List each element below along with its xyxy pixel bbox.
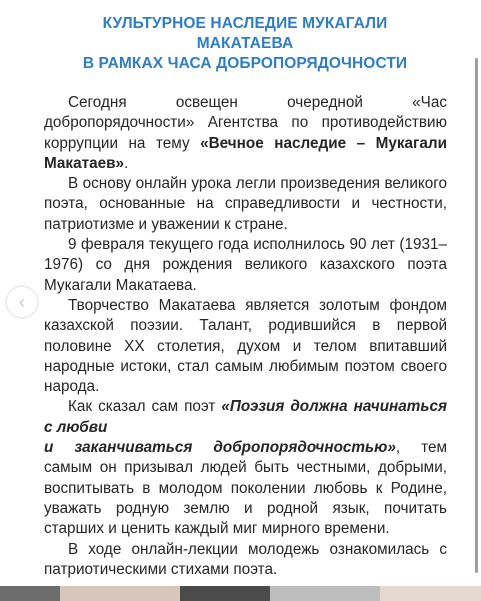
paragraph-intro-lead: Сегодня освещен очередной «Час добропорядочности» Агентства по противодействию коррупции на тему	[44, 94, 447, 152]
scrollbar[interactable]	[471, 0, 481, 586]
thumbnail[interactable]	[180, 586, 270, 601]
document-body	[44, 93, 447, 580]
thumbnail[interactable]	[60, 586, 180, 601]
title-line-1: КУЛЬТУРНОЕ НАСЛЕДИЕ МУКАГАЛИ	[102, 15, 388, 32]
thumbnail[interactable]	[270, 586, 380, 601]
scrollbar-thumb[interactable]	[475, 58, 478, 573]
thumbnail[interactable]	[0, 586, 60, 601]
topic-title: «Вечное наследие – Мукагали Макатаев»	[44, 134, 447, 172]
title-line-3: В РАМКАХ ЧАСА ДОБРОПОРЯДОЧНОСТИ	[82, 55, 408, 72]
paragraph-quote	[44, 397, 447, 539]
paragraph-intro	[44, 93, 447, 174]
paragraph-quote-lead: Как сказал сам поэт	[68, 398, 222, 416]
paragraph-intro-tail: .	[124, 154, 129, 172]
paragraph-anniversary: 9 февраля текущего года исполнилось 90 лет (1931–1976) со дня рождения великого казахского поэта Мукагали Макатаева.	[44, 236, 447, 294]
paragraph-lecture: В ходе онлайн-лекции молодежь ознакомилась с патриотическими стихами поэта.	[44, 540, 447, 578]
previous-slide-button[interactable]	[7, 287, 37, 317]
paragraph-legacy: Творчество Макатаева является золотым фондом казахской поэзии. Талант, родившийся в первой половине XX столетия, духом и телом впитавший народные истоки, стал самым любимым поэтом своего народа.	[44, 296, 447, 396]
quote-part-2: и заканчиваться добропорядочностью»	[44, 439, 396, 457]
document-title	[40, 14, 450, 74]
paragraph-basis: В основу онлайн урока легли произведения великого поэта, основанные на справедливости и честности, патриотизме и уважении к стране.	[44, 175, 447, 233]
title-line-2: МАКАТАЕВА	[196, 35, 294, 52]
thumbnail-strip	[0, 586, 481, 601]
chevron-left-icon: ‹	[19, 292, 25, 312]
quote-part-1: «Поэзия должна начинаться с любви	[44, 398, 448, 436]
thumbnail[interactable]	[380, 586, 481, 601]
paragraph-quote-tail: , тем самым он призывал людей быть честными, добрыми, воспитывать в молодом поколении любовь к Родине, уважать родную землю и родной язык, почитать старших и ценить каждый миг мирного времени.	[44, 439, 447, 538]
